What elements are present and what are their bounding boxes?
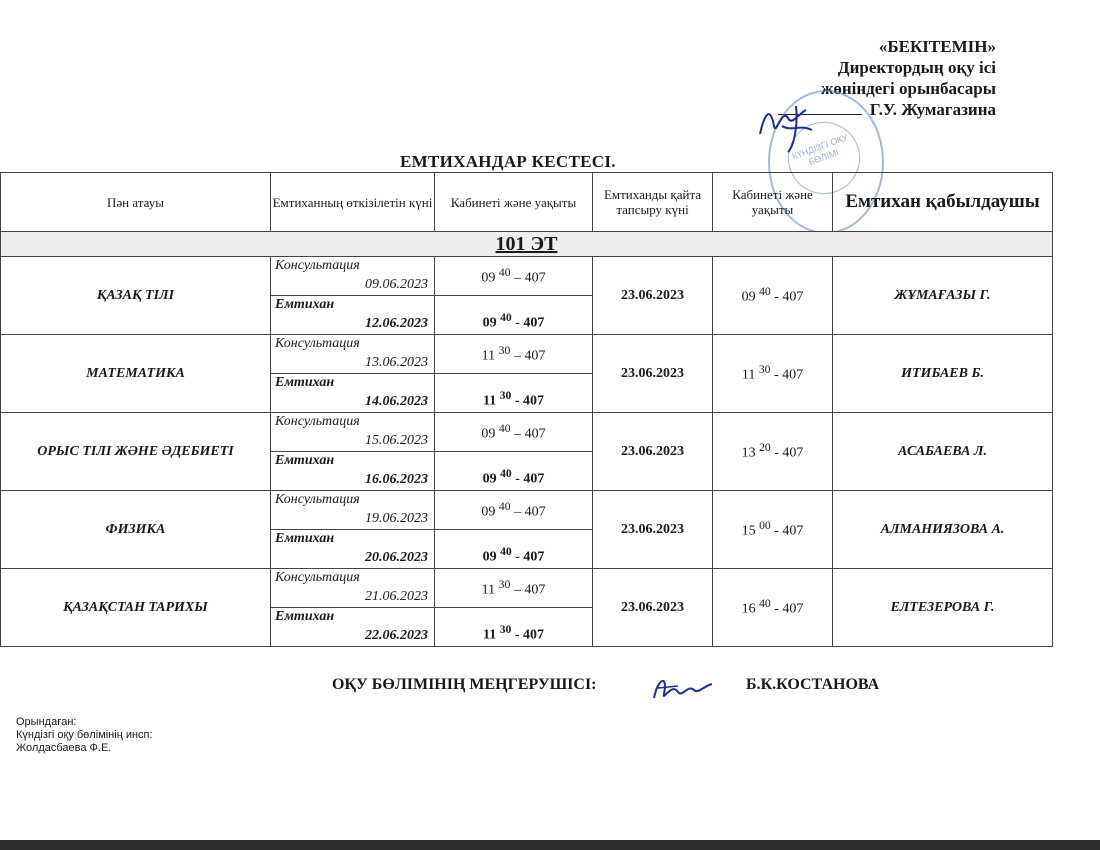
room-number: - 407 — [774, 445, 804, 461]
time-hour: 09 — [481, 426, 496, 442]
consultation-label: Консультация — [275, 492, 360, 507]
schedule-row-consultation — [1, 257, 1053, 296]
time-hour: 11 — [482, 394, 497, 409]
room-number: – 407 — [514, 426, 546, 442]
consultation-cell — [271, 335, 435, 374]
exam-date: 14.06.2023 — [365, 394, 428, 409]
time-minutes: 30 — [498, 577, 511, 591]
retake-date-cell: 23.06.2023 — [593, 569, 713, 647]
time-hour: 16 — [741, 601, 756, 617]
approval-line-1: «БЕКІТЕМІН» — [878, 37, 996, 56]
room-number: – 407 — [513, 348, 546, 364]
time-minutes: 40 — [759, 597, 771, 611]
scan-edge — [0, 840, 1100, 850]
schedule-row-consultation — [1, 491, 1053, 530]
retake-date-cell: 23.06.2023 — [593, 335, 713, 413]
exam-room-time — [435, 530, 593, 569]
time-minutes: 40 — [759, 285, 771, 299]
time-hour: 09 — [482, 472, 497, 487]
exam-schedule-table — [0, 172, 1053, 647]
time-minutes: 40 — [500, 545, 512, 559]
examiner-cell: ЕЛТЕЗЕРОВА Г. — [833, 569, 1053, 647]
retake-room-time-cell — [713, 491, 833, 569]
prepared-by-block — [16, 716, 153, 755]
approval-line-3: жөніндегі орынбасары — [821, 79, 996, 98]
consultation-date: 09.06.2023 — [365, 277, 428, 292]
header-room-time: Кабинеті және уақыты — [435, 173, 593, 232]
exam-date: 16.06.2023 — [365, 472, 428, 487]
examiner-cell: АЛМАНИЯЗОВА А. — [833, 491, 1053, 569]
consultation-cell — [271, 491, 435, 530]
header-subject: Пән атауы — [1, 173, 271, 232]
time-hour: 11 — [481, 348, 496, 364]
examiner-cell: ЖҰМАҒАЗЫ Г. — [833, 257, 1053, 335]
stamp-text: КҮНДІЗГІ ОҚУ БӨЛІМІ — [778, 112, 870, 204]
consultation-label: Консультация — [275, 258, 360, 273]
time-hour: 09 — [481, 270, 496, 286]
group-label: 101 ЭТ — [1, 232, 1053, 257]
head-of-department-label: ОҚУ БӨЛІМІНІҢ МЕҢГЕРУШІСІ: — [332, 676, 597, 693]
exam-cell — [271, 296, 435, 335]
consultation-cell — [271, 413, 435, 452]
consultation-room-time — [435, 413, 593, 452]
consultation-room-time — [435, 335, 593, 374]
time-minutes: 40 — [500, 467, 512, 481]
time-minutes: 20 — [759, 441, 771, 455]
room-number: - 407 — [514, 394, 545, 409]
schedule-row-consultation — [1, 569, 1053, 608]
header-retake-room-time: Кабинеті және уақыты — [713, 173, 833, 232]
consultation-date: 13.06.2023 — [365, 355, 428, 370]
room-number: - 407 — [774, 601, 804, 617]
consultation-date: 15.06.2023 — [365, 433, 428, 448]
subject-cell: ФИЗИКА — [1, 491, 271, 569]
subject-cell: ҚАЗАҚСТАН ТАРИХЫ — [1, 569, 271, 647]
examiner-cell: АСАБАЕВА Л. — [833, 413, 1053, 491]
time-hour: 13 — [741, 445, 756, 461]
deputy-signature — [752, 96, 822, 156]
consultation-cell — [271, 257, 435, 296]
time-hour: 09 — [482, 316, 497, 331]
exam-cell — [271, 374, 435, 413]
exam-date: 20.06.2023 — [365, 550, 428, 565]
consultation-room-time — [435, 257, 593, 296]
schedule-row-consultation — [1, 335, 1053, 374]
consultation-label: Консультация — [275, 336, 360, 351]
retake-room-time-cell — [713, 257, 833, 335]
time-minutes: 30 — [499, 623, 512, 637]
room-number: - 407 — [515, 550, 545, 565]
time-minutes: 40 — [500, 311, 512, 325]
head-signature — [648, 668, 718, 708]
room-number: - 407 — [515, 472, 545, 487]
time-hour: 11 — [741, 367, 756, 383]
exam-cell — [271, 608, 435, 647]
subject-cell: МАТЕМАТИКА — [1, 335, 271, 413]
schedule-row-consultation — [1, 413, 1053, 452]
exam-room-time — [435, 374, 593, 413]
prepared-line-3: Жолдасбаева Ф.Е. — [16, 742, 112, 754]
retake-date-cell: 23.06.2023 — [593, 257, 713, 335]
approval-line-4: Г.У. Жумагазина — [869, 100, 996, 119]
exam-label: Емтихан — [275, 531, 335, 546]
room-number: - 407 — [514, 628, 545, 643]
time-minutes: 40 — [498, 499, 511, 513]
head-of-department-name: Б.К.КОСТАНОВА — [746, 676, 880, 693]
time-minutes: 30 — [758, 363, 771, 377]
prepared-line-2: Күндізгі оқу бөлімінің инсп: — [16, 729, 153, 741]
room-number: – 407 — [513, 582, 546, 598]
header-retake-date: Емтиханды қайта тапсыру күні — [593, 173, 713, 232]
header-exam-date: Емтиханның өткізілетін күні — [271, 173, 435, 232]
exam-cell — [271, 530, 435, 569]
exam-room-time — [435, 452, 593, 491]
exam-cell — [271, 452, 435, 491]
retake-room-time-cell — [713, 335, 833, 413]
room-number: - 407 — [773, 367, 804, 383]
exam-date: 22.06.2023 — [365, 628, 428, 643]
consultation-date: 19.06.2023 — [365, 511, 428, 526]
exam-room-time — [435, 296, 593, 335]
exam-date: 12.06.2023 — [365, 316, 428, 331]
time-minutes: 30 — [499, 389, 512, 403]
exam-room-time — [435, 608, 593, 647]
time-minutes: 40 — [498, 265, 511, 279]
retake-date-cell: 23.06.2023 — [593, 491, 713, 569]
subject-cell: ОРЫС ТІЛІ ЖӘНЕ ӘДЕБИЕТІ — [1, 413, 271, 491]
retake-room-time-cell — [713, 413, 833, 491]
time-hour: 09 — [481, 504, 496, 520]
time-minutes: 00 — [759, 519, 771, 533]
consultation-room-time — [435, 491, 593, 530]
subject-cell: ҚАЗАҚ ТІЛІ — [1, 257, 271, 335]
prepared-line-1: Орындаған: — [16, 716, 77, 728]
consultation-label: Консультация — [275, 414, 360, 429]
time-hour: 15 — [741, 523, 756, 539]
time-hour: 11 — [481, 582, 496, 598]
approval-line-2: Директордың оқу ісі — [837, 58, 996, 77]
consultation-date: 21.06.2023 — [365, 589, 428, 604]
exam-label: Емтихан — [275, 297, 335, 312]
group-row — [1, 232, 1053, 257]
time-hour: 09 — [741, 289, 756, 305]
header-row — [1, 173, 1053, 232]
room-number: - 407 — [515, 316, 545, 331]
retake-room-time-cell — [713, 569, 833, 647]
room-number: – 407 — [514, 270, 546, 286]
room-number: – 407 — [514, 504, 546, 520]
time-minutes: 40 — [498, 421, 511, 435]
exam-label: Емтихан — [275, 453, 335, 468]
consultation-label: Консультация — [275, 570, 360, 585]
time-hour: 11 — [482, 628, 497, 643]
retake-date-cell: 23.06.2023 — [593, 413, 713, 491]
room-number: - 407 — [774, 523, 804, 539]
exam-label: Емтихан — [275, 609, 335, 624]
consultation-cell — [271, 569, 435, 608]
consultation-room-time — [435, 569, 593, 608]
document-title: ЕМТИХАНДАР КЕСТЕСІ. — [400, 152, 616, 171]
exam-label: Емтихан — [275, 375, 335, 390]
examiner-cell: ИТИБАЕВ Б. — [833, 335, 1053, 413]
time-hour: 09 — [482, 550, 497, 565]
time-minutes: 30 — [498, 343, 511, 357]
room-number: - 407 — [774, 289, 804, 305]
header-examiner: Емтихан қабылдаушы — [833, 173, 1053, 232]
